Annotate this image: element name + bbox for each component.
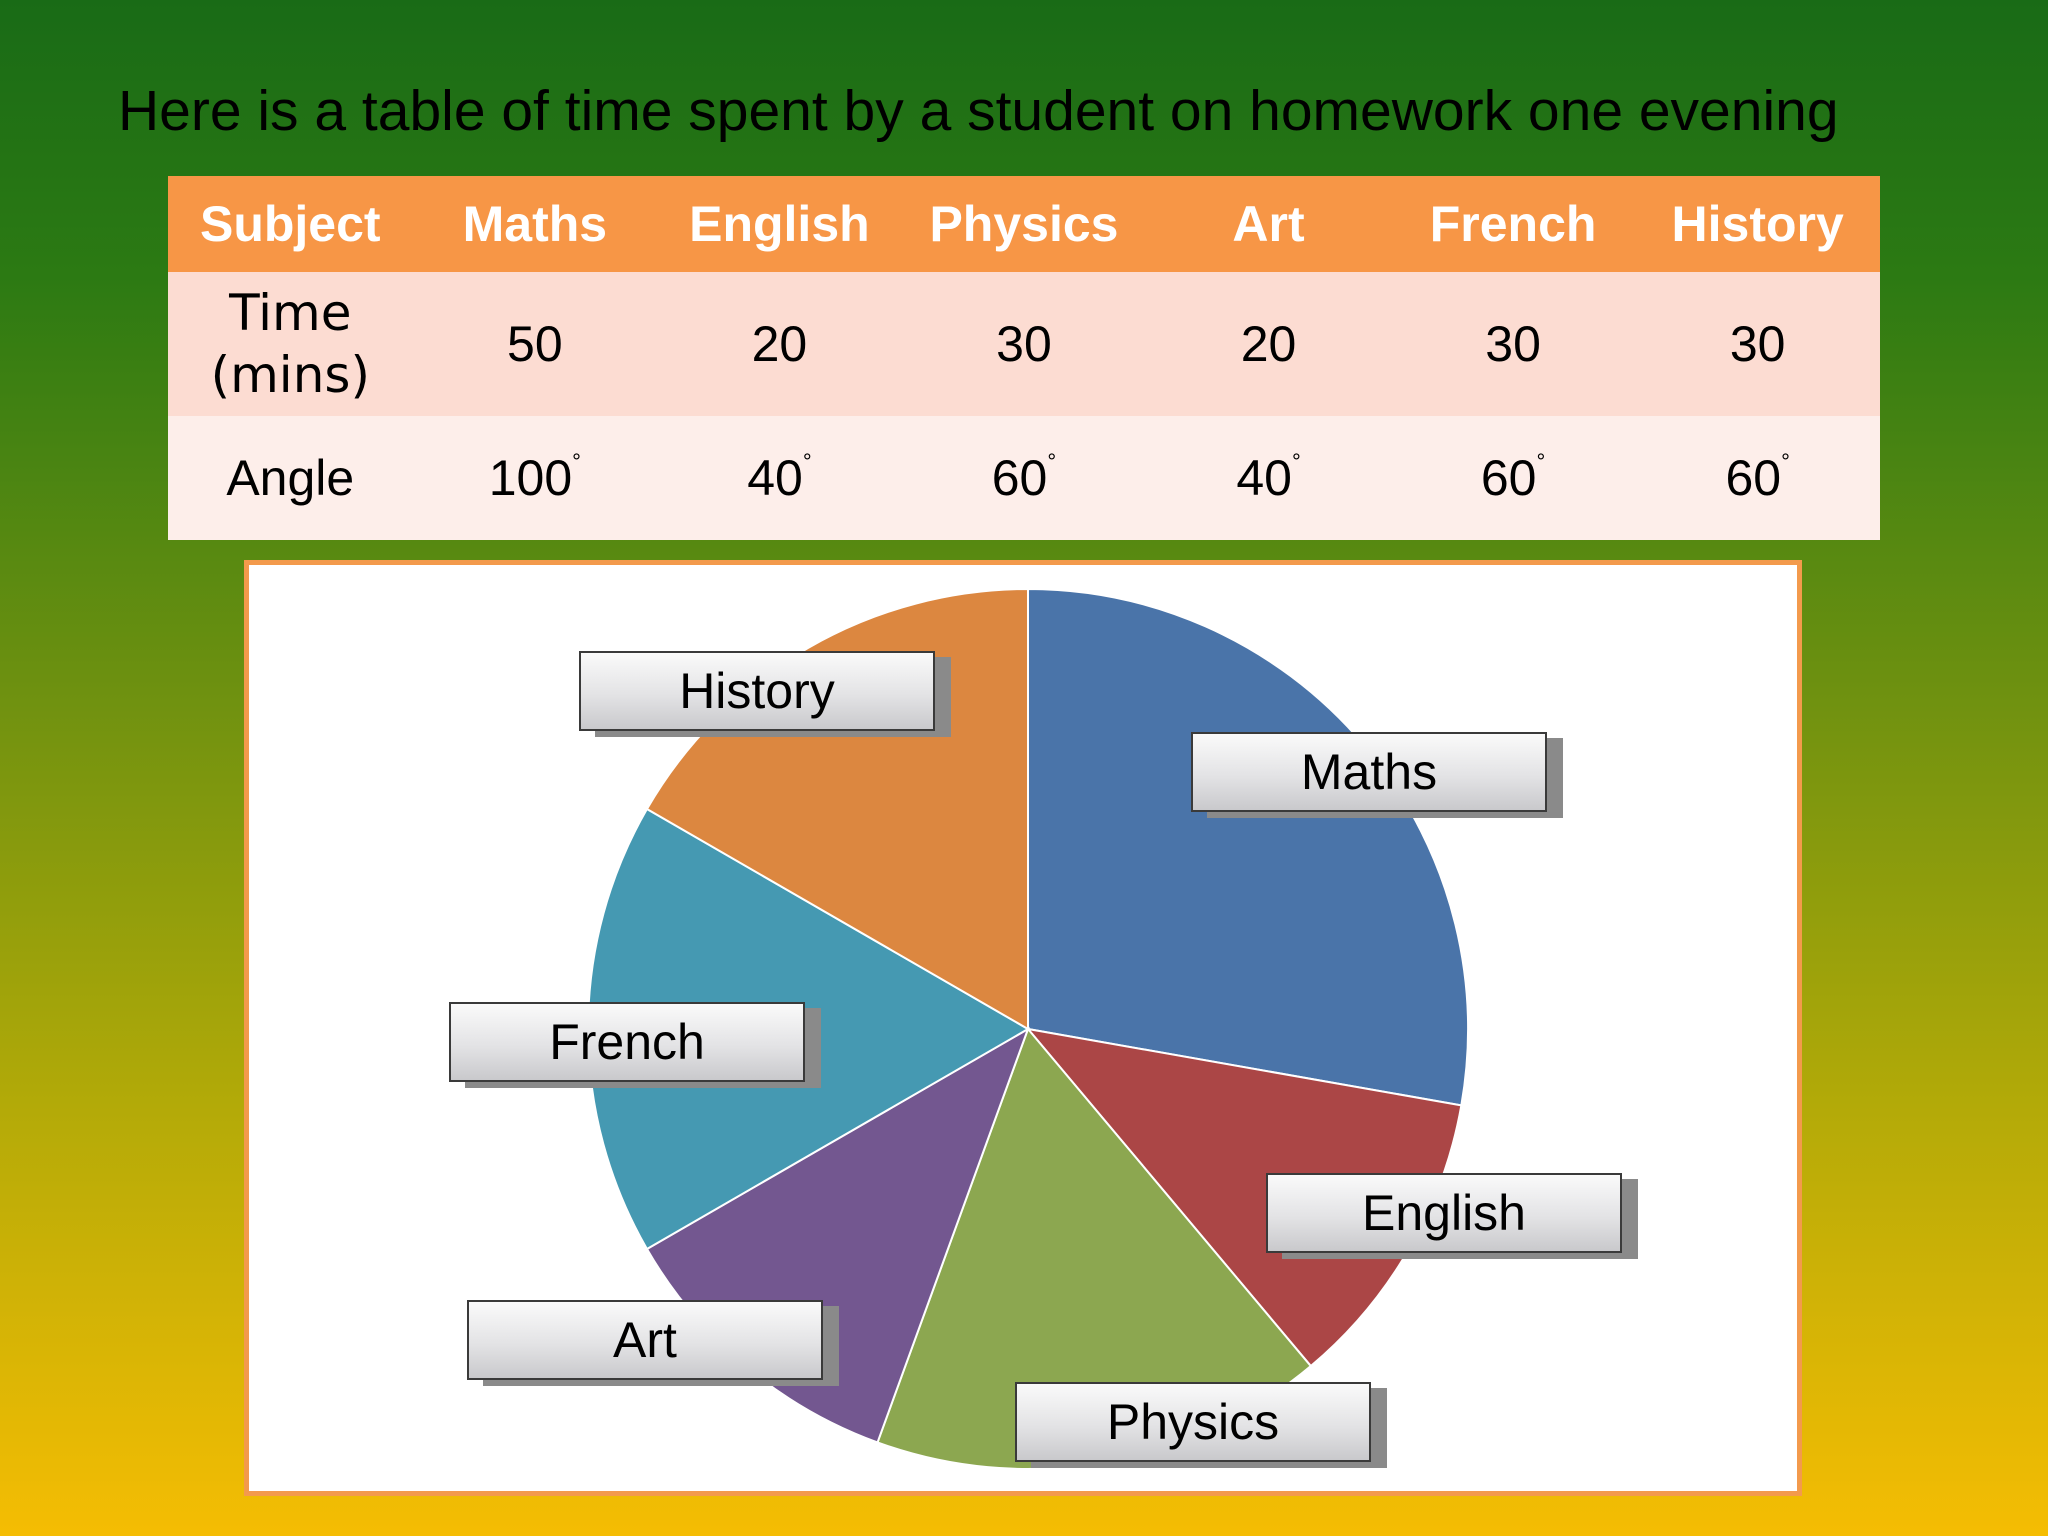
row-label-angle: Angle (168, 416, 413, 540)
time-cell-english: 20 (657, 272, 902, 416)
degree-mark: ° (1047, 449, 1057, 474)
time-cell-french: 30 (1391, 272, 1636, 416)
time-cell-maths: 50 (413, 272, 658, 416)
header-cell-maths: Maths (413, 176, 658, 272)
time-cell-physics: 30 (902, 272, 1147, 416)
pie-label-english: English (1266, 1173, 1622, 1253)
pie-slice-maths (1028, 589, 1468, 1105)
angle-cell-history (1635, 416, 1880, 540)
header-cell-french: French (1391, 176, 1636, 272)
page-heading: Here is a table of time spent by a student on homework one evening (118, 79, 1839, 143)
header-cell-subject: Subject (168, 176, 413, 272)
angle-cell-art (1146, 416, 1391, 540)
angle-value: 40 (1236, 450, 1292, 506)
angle-cell-english (657, 416, 902, 540)
angle-value: 60 (1725, 450, 1782, 506)
angle-value: 100 (488, 450, 573, 506)
pie-label-french: French (449, 1002, 805, 1082)
degree-mark: ° (1536, 449, 1546, 474)
angle-value: 60 (991, 450, 1048, 506)
row-label-time-line2: (mins) (210, 346, 370, 404)
angle-cell-maths (413, 416, 658, 540)
degree-mark: ° (572, 449, 581, 474)
angle-cell-physics (902, 416, 1147, 540)
header-cell-english: English (657, 176, 902, 272)
pie-label-art: Art (467, 1300, 823, 1380)
angle-value: 60 (1480, 450, 1537, 506)
degree-mark: ° (1291, 449, 1301, 474)
time-cell-art: 20 (1146, 272, 1391, 416)
header-cell-art: Art (1146, 176, 1391, 272)
row-label-time-line1: Time (229, 284, 352, 342)
header-cell-history: History (1635, 176, 1880, 272)
degree-mark: ° (1781, 449, 1790, 474)
angle-value: 40 (747, 450, 803, 506)
pie-label-maths: Maths (1191, 732, 1547, 812)
homework-time-table (168, 176, 1880, 540)
table-row-time (168, 272, 1880, 416)
pie-label-physics: Physics (1015, 1382, 1371, 1462)
time-cell-history: 30 (1635, 272, 1880, 416)
table-header-row (168, 176, 1880, 272)
row-label-time (168, 272, 413, 416)
table-row-angle (168, 416, 1880, 540)
pie-chart-panel (244, 560, 1802, 1496)
pie-label-history: History (579, 651, 935, 731)
degree-mark: ° (802, 449, 812, 474)
angle-cell-french (1391, 416, 1636, 540)
header-cell-physics: Physics (902, 176, 1147, 272)
